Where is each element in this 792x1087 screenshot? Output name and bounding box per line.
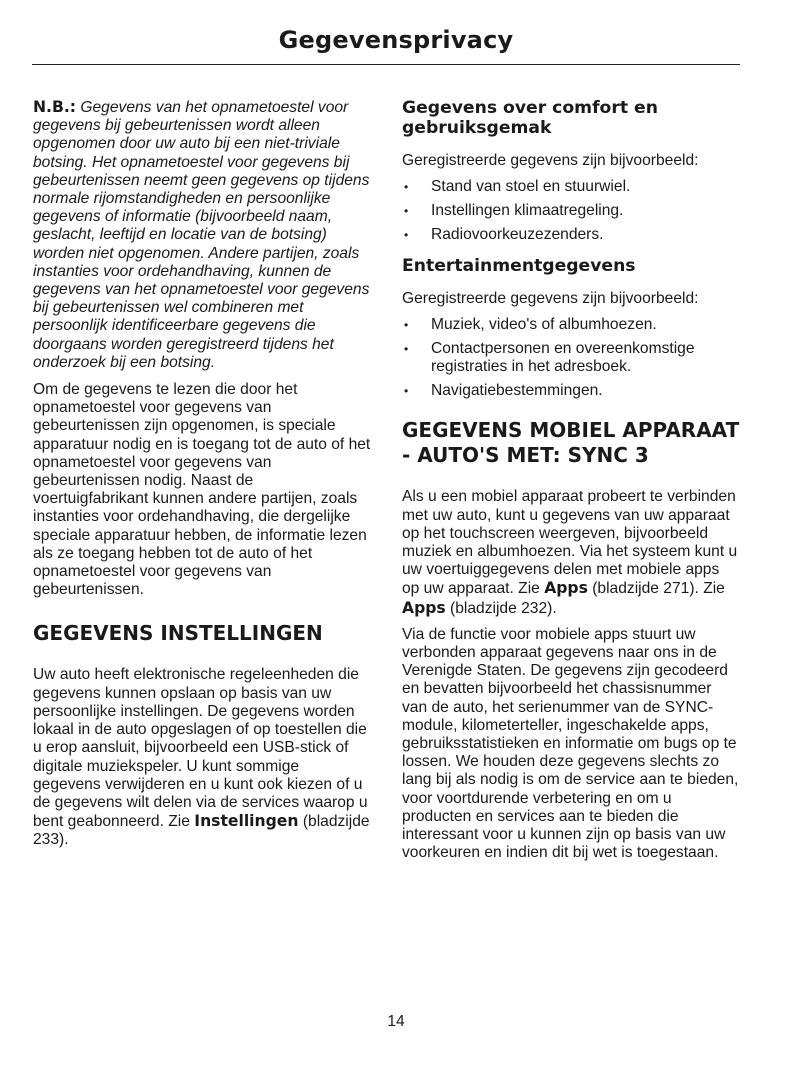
apps-link[interactable]: Apps bbox=[544, 579, 588, 598]
read-data-paragraph: Om de gegevens te lezen die door het opnametoestel voor gegevens van gebeurtenissen zijn opgenomen, is speciale apparatuur nodig en is toegang tot de auto of het opnametoestel voor gegevens van gebeurtenissen nodig. Naast de voertuigfabrikant kunnen andere partijen, zoals instanties voor ordehandhaving, die dergelijke speciale apparatuur hebben, de informatie lezen als ze toegang hebben tot de auto of het opnametoestel voor gegevens van gebeurtenissen. bbox=[33, 381, 371, 599]
settings-page-ref: (bladzijde 233). bbox=[33, 813, 370, 849]
right-column bbox=[402, 98, 740, 870]
note-text: Gegevens van het opnametoestel voor gegevens bij gebeurtenissen wordt alleen opgenomen door uw auto bij een niet-triviale botsing. Het opnametoestel voor gegevens bij gebeurtenissen neemt geen gegevens op tijdens normale rijomstandigheden en persoonlijke gegevens of informatie (bijvoorbeeld naam, geslacht, leeftijd en locatie van de botsing) worden niet opgenomen. Andere partijen, zoals instanties voor ordehandhaving, kunnen de gegevens van het opnametoestel voor gegevens bij gebeurtenissen wel combineren met persoonlijk identificeerbare gegevens die doorgaans worden geregistreerd tijdens het onderzoek bij een botsing. bbox=[33, 99, 370, 371]
mobile-heading: GEGEVENS MOBIEL APPARAAT - AUTO'S MET: SYNC 3 bbox=[402, 418, 740, 468]
list-item: • Contactpersonen en overeenkomstige registraties in het adresboek. bbox=[402, 340, 740, 376]
see-label: Zie bbox=[703, 580, 725, 598]
list-item: • Muziek, video's of albumhoezen. bbox=[402, 316, 740, 334]
entertainment-heading: Entertainmentgegevens bbox=[402, 256, 636, 277]
apps-link[interactable]: Apps bbox=[402, 598, 446, 617]
comfort-heading: Gegevens over comfort en gebruiksgemak bbox=[402, 98, 658, 138]
header-divider bbox=[32, 64, 740, 65]
settings-heading: GEGEVENS INSTELLINGEN bbox=[33, 621, 323, 646]
left-column bbox=[33, 98, 371, 858]
list-item: • Navigatiebestemmingen. bbox=[402, 382, 740, 400]
note-paragraph bbox=[33, 98, 371, 372]
page-title: Gegevensprivacy bbox=[278, 26, 514, 54]
entertainment-intro: Geregistreerde gegevens zijn bijvoorbeeld: bbox=[402, 290, 699, 308]
apps-page-ref: (bladzijde 271). bbox=[592, 580, 699, 598]
note-label: N.B.: bbox=[33, 98, 77, 116]
apps-paragraph: Via de functie voor mobiele apps stuurt uw verbonden apparaat gegevens naar ons in de Verenigde Staten. De gegevens zijn gecodeerd en bevatten bijvoorbeeld het chassisnummer van de auto, het serienummer van de SYNC-module, kilometerteller, ingeschakelde apps, gebruiksstatistieken en informatie om bugs op te lossen. We houden deze gegevens slechts zo lang bij als nodig is om de service aan te bieden, voor voortdurende verbetering en om u producten en services aan te bieden die interessant voor u kunnen zijn op basis van uw voorkeuren en indien dit bij wet is toegestaan. bbox=[402, 625, 739, 862]
list-item: • Radiovoorkeuzezenders. bbox=[402, 226, 740, 244]
page-number: 14 bbox=[387, 1013, 405, 1030]
entertainment-list bbox=[402, 316, 740, 400]
list-item: • Instellingen klimaatregeling. bbox=[402, 202, 740, 220]
settings-text: Uw auto heeft elektronische regeleenheden die gegevens kunnen opslaan op basis van uw persoonlijke instellingen. De gegevens worden lokaal in de auto opgeslagen of op toestellen die u erop aansluit, bijvoorbeeld een USB-stick of digitale muziekspeler. U kunt sommige gegevens verwijderen en u kunt ook kiezen of u de gegevens wilt delen via de services waarop u bent geabonneerd. Zie bbox=[33, 666, 368, 831]
mobile-paragraph bbox=[402, 488, 740, 617]
comfort-list bbox=[402, 178, 740, 244]
list-item: • Stand van stoel en stuurwiel. bbox=[402, 178, 740, 196]
settings-paragraph bbox=[33, 666, 371, 849]
apps-page-ref: (bladzijde 232). bbox=[450, 599, 557, 617]
settings-link[interactable]: Instellingen bbox=[194, 812, 299, 831]
mobile-text: Als u een mobiel apparaat probeert te verbinden met uw auto, kunt u gegevens van uw apparaat op het touchscreen weergeven, bijvoorbeeld muziek en albumhoezen. Via het systeem kunt u uw voertuiggegevens delen met mobiele apps op uw apparaat. Zie bbox=[402, 488, 738, 598]
comfort-intro: Geregistreerde gegevens zijn bijvoorbeeld: bbox=[402, 152, 699, 169]
